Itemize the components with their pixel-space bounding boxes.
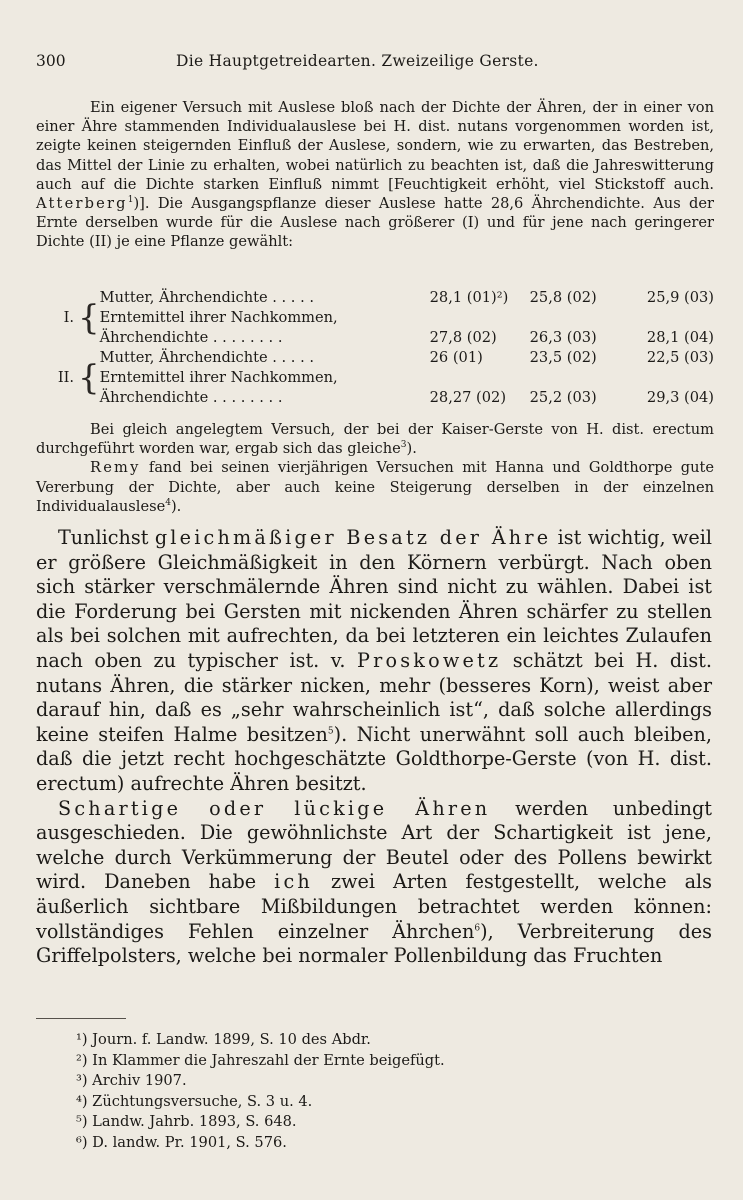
- table-row: Erntemittel ihrer Nachkommen,: [99, 369, 338, 386]
- paragraph-selection-experiment: Ein eigener Versuch mit Auslese bloß nach der Dichte der Ähren, der in einer von einer Ähre stammenden Individualauslese bei H. dist. nutans vorgenommen worden ist, zeigte keinen steigernden Einfluß der Auslese, sondern, wie zu erwarten, das Bestreben, das Mittel der Linie zu erhalten, wobei natürlich zu beachten ist, daß die Jahreswitterung auch auf die Dichte starken Einfluß nimmt [Feuchtigkeit erhöht, viel Stickstoff auch. Atterberg$^1$)]. Die Ausgangspflanze dieser Auslese hatte 28,6 Ährchendichte. Aus der Ernte derselben wurde für die Auslese nach größerer (I) und für jene nach geringerer Dichte (II) je eine Pflanze gewählt:: [36, 99, 714, 251]
- running-header: [36, 52, 712, 76]
- table-row: II. { Mutter, Ährchendichte . . . . . 26 (01) 23,5 (02) 22,5 (03): [36, 348, 714, 368]
- group-label: II.: [57, 369, 74, 386]
- paragraph-besatz: Tunlichst gleichmäßiger Besatz der Ähre ist wichtig, weil er größere Gleichmäßigkeit in den Körnern verbürgt. Nach oben sich stärker verschmälernde Ähren sind nicht zu wählen. Dabei ist die Forderung bei Gersten mit nickenden Ähren schärfer zu stellen als bei solchen mit aufrechten, da bei letzteren ein leichtes Zulaufen nach oben zu typischer ist. v. Proskowetz schätzt bei H. dist. nutans Ähren, die stärker nicken, mehr (besseres Korn), weist aber darauf hin, daß es „sehr wahrscheinlich ist“, daß solche allerdings keine steifen Halme besitzen$^5$). Nicht unerwähnt soll auch bleiben, daß die jetzt recht hochgeschätzte Goldthorpe-Gerste (von H. dist. erectum) aufrechte Ähren besitzt.: [36, 526, 713, 795]
- after-table-block: [36, 420, 714, 516]
- table-row: Ährchendichte . . . . . . . . 28,27 (02) 25,2 (03) 29,3 (04): [99, 389, 714, 406]
- footnote-marker: 6: [474, 923, 481, 934]
- emphasis-text: Schartige oder lückige Ähren: [58, 796, 491, 820]
- footnote-marker: 3: [400, 440, 407, 451]
- footnote: ⁶) D. landw. Pr. 1901, S. 576.: [76, 1133, 287, 1151]
- main-text-block: [36, 526, 712, 969]
- footnote: ³) Archiv 1907.: [76, 1072, 187, 1090]
- table-row: Ährchendichte . . . . . . . . 27,8 (02) 26,3 (03) 28,1 (04): [99, 329, 714, 346]
- table-row: Erntemittel ihrer Nachkommen,: [99, 309, 338, 326]
- footnote-marker: 1: [127, 195, 134, 206]
- footnote: ⁵) Landw. Jahrb. 1893, S. 648.: [76, 1113, 297, 1131]
- running-title: Die Hauptgetreidearten. Zweizeilige Gerste.: [176, 52, 539, 70]
- page-number: 300: [36, 52, 66, 70]
- author-name: Proskowetz: [357, 648, 502, 672]
- footnote-divider: [36, 1018, 126, 1019]
- footnote-marker: 4: [165, 497, 171, 508]
- footnote: ⁴) Züchtungsversuche, S. 3 u. 4.: [76, 1092, 313, 1110]
- footnote-marker: 5: [327, 726, 334, 737]
- brace-icon: {: [78, 298, 100, 338]
- paragraph-kaiser-gerste: Bei gleich angelegtem Versuch, der bei der Kaiser-Gerste von H. dist. erectum durchgeführt worden war, ergab sich das gleiche$^3$).: [36, 421, 714, 458]
- author-name: Atterberg: [36, 195, 128, 213]
- paragraph-remy: Remy fand bei seinen vierjährigen Versuchen mit Hanna und Goldthorpe gute Vererbung der Dichte, aber auch keine Steigerung derselben in der einzelnen Individualauslese$^4$).: [36, 459, 714, 515]
- group-label: I.: [63, 309, 74, 326]
- density-table: [36, 288, 714, 408]
- paragraph-schartige: Schartige oder lückige Ähren werden unbedingt ausgeschieden. Die gewöhnlichste Art der Schartigkeit ist jene, welche durch Verkümmerung der Beutel oder des Pollens bewirkt wird. Daneben habe ich zwei Arten festgestellt, welche als äußerlich sichtbare Mißbildungen betrachtet werden können: vollständiges Fehlen einzelner Ährchen$^6$), Verbreiterung des Griffelpolsters, welche bei normaler Pollenbildung das Fruchten: [36, 796, 712, 968]
- emphasis-text: gleichmäßiger Besatz der Ähre: [154, 526, 552, 549]
- footnotes: [76, 1030, 445, 1154]
- footnote: ¹) Journ. f. Landw. 1899, S. 10 des Abdr.: [76, 1031, 371, 1048]
- brace-icon: {: [78, 358, 100, 398]
- emphasis-text: ich: [274, 870, 313, 894]
- intro-paragraph-block: [36, 98, 714, 252]
- footnote: ²) In Klammer die Jahreszahl der Ernte beigefügt.: [76, 1051, 445, 1069]
- table-row: I. { Mutter, Ährchendichte . . . . . 28,1 (01)²) 25,8 (02) 25,9 (03): [36, 288, 714, 308]
- author-name: Remy: [90, 459, 141, 477]
